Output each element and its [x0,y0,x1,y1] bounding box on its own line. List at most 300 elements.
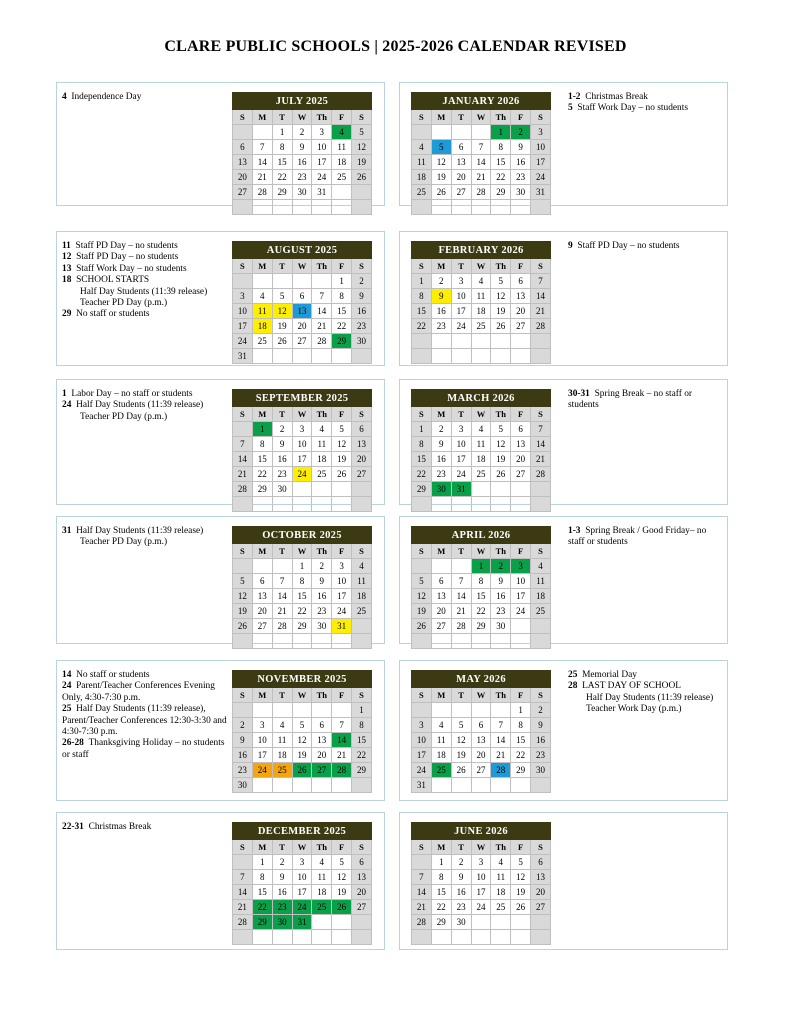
day-cell: 17 [471,885,491,900]
day-cell: 30 [272,915,292,930]
week-row [412,718,551,733]
day-cell: 29 [352,763,372,778]
day-cell [233,125,253,140]
week-row [233,289,372,304]
event-text: Half Day Students (11:39 release) [76,526,204,536]
week-row [233,334,372,349]
week-row [233,274,372,289]
day-cell: 25 [252,334,272,349]
day-cell: 15 [332,304,352,319]
week-row [412,703,551,718]
weekday-label: T [451,544,471,559]
day-cell: 4 [272,718,292,733]
week-row [233,870,372,885]
weekday-label: Th [312,110,332,125]
day-cell [332,915,352,930]
day-cell: 3 [312,125,332,140]
day-cell: 23 [531,748,551,763]
weekday-label: F [332,110,352,125]
month-name: MARCH 2026 [412,390,551,407]
day-cell: 28 [233,915,253,930]
day-cell [471,930,491,945]
day-cell: 16 [431,452,451,467]
event-notes [568,526,723,549]
day-cell: 12 [412,589,432,604]
day-cell: 15 [412,452,432,467]
day-cell: 9 [531,718,551,733]
day-cell: 6 [451,140,471,155]
day-cell: 22 [412,319,432,334]
week-row [412,885,551,900]
event-text: Thanksgiving Holiday – no students or staff [62,738,225,760]
day-cell [312,634,332,649]
day-cell: 1 [471,559,491,574]
day-cell: 1 [412,274,432,289]
day-cell [471,482,491,497]
event-note [62,681,227,704]
month-calendar [411,92,551,215]
day-cell [491,915,511,930]
day-cell: 2 [431,274,451,289]
day-cell [471,497,491,512]
weekday-label: S [531,688,551,703]
event-date: 4 [62,92,67,102]
day-cell: 17 [511,589,531,604]
day-cell [531,778,551,793]
month-calendar [411,389,551,512]
day-cell: 13 [292,304,312,319]
day-cell: 13 [352,870,372,885]
event-note [62,738,227,761]
day-cell: 20 [431,604,451,619]
day-cell: 15 [352,733,372,748]
event-date: 11 [62,241,71,251]
month-name: AUGUST 2025 [233,242,372,259]
day-cell: 10 [312,140,332,155]
day-cell: 15 [252,452,272,467]
day-cell: 7 [531,422,551,437]
day-cell: 21 [531,304,551,319]
event-note [62,287,227,298]
day-cell: 11 [471,437,491,452]
day-cell [531,619,551,634]
day-cell [451,334,471,349]
event-text: Half Day Students (11:39 release), Parent/Teacher Conferences 12:30-3:30 and 4:30-7:30 p.m. [62,704,227,738]
day-cell [471,125,491,140]
day-cell: 7 [531,274,551,289]
month-calendar [232,822,372,945]
day-cell [332,497,352,512]
month-calendar [232,526,372,649]
day-cell [412,334,432,349]
day-cell [511,634,531,649]
page-title: CLARE PUBLIC SCHOOLS | 2025-2026 CALENDAR REVISED [164,38,627,55]
week-row [412,319,551,334]
weekday-label: Th [312,259,332,274]
week-row [233,778,372,793]
day-cell: 17 [292,452,312,467]
week-row [412,733,551,748]
week-row [412,497,551,512]
day-cell [491,497,511,512]
weekday-label: Th [491,840,511,855]
day-cell [471,200,491,215]
week-row [233,170,372,185]
day-cell: 24 [511,604,531,619]
day-cell: 24 [292,467,312,482]
month-header-row [233,823,372,840]
day-cell: 13 [511,437,531,452]
week-row [412,763,551,778]
month-calendar [411,822,551,945]
month-header-row [233,527,372,544]
day-cell: 17 [531,155,551,170]
day-cell: 23 [292,170,312,185]
day-cell: 9 [272,437,292,452]
day-cell: 21 [531,452,551,467]
week-row [233,748,372,763]
day-cell: 8 [491,140,511,155]
day-cell: 29 [471,619,491,634]
month-calendar [232,389,372,512]
day-cell: 20 [352,452,372,467]
week-row [233,855,372,870]
day-cell [292,703,312,718]
day-cell: 10 [332,574,352,589]
day-cell: 4 [531,559,551,574]
day-cell: 20 [352,885,372,900]
day-cell: 24 [451,319,471,334]
week-row [412,619,551,634]
day-cell [412,930,432,945]
day-cell: 1 [332,274,352,289]
day-cell: 21 [451,604,471,619]
day-cell: 4 [332,125,352,140]
month-name: SEPTEMBER 2025 [233,390,372,407]
day-cell: 3 [451,274,471,289]
day-cell: 14 [471,155,491,170]
week-row [412,289,551,304]
weekday-label: M [252,259,272,274]
day-cell: 11 [332,140,352,155]
day-cell: 28 [233,482,253,497]
event-text: Spring Break / Good Friday– no staff or students [568,526,707,548]
weekday-label: T [451,688,471,703]
week-row [412,589,551,604]
day-cell [272,559,292,574]
day-cell: 20 [511,304,531,319]
day-cell: 18 [312,452,332,467]
week-row [233,140,372,155]
weekday-label: M [431,544,451,559]
day-cell: 31 [332,619,352,634]
day-cell [332,634,352,649]
day-cell: 24 [292,900,312,915]
weekday-label: F [332,407,352,422]
day-cell: 25 [352,604,372,619]
day-cell [451,778,471,793]
day-cell [233,703,253,718]
day-cell: 27 [233,185,253,200]
event-note [62,537,227,548]
weekday-label: F [332,840,352,855]
day-cell [531,349,551,364]
day-cell: 24 [531,170,551,185]
weekday-header-row [412,688,551,703]
day-cell: 11 [412,155,432,170]
day-cell: 16 [531,733,551,748]
day-cell: 7 [332,718,352,733]
day-cell: 24 [451,467,471,482]
weekday-header-row [412,407,551,422]
weekday-label: F [511,544,531,559]
day-cell [531,497,551,512]
day-cell: 1 [511,703,531,718]
month-header-row [412,671,551,688]
event-note [62,704,227,738]
day-cell: 2 [272,855,292,870]
month-header-row [412,242,551,259]
day-cell: 3 [451,422,471,437]
day-cell: 22 [491,170,511,185]
weekday-label: S [531,544,551,559]
week-row [412,200,551,215]
day-cell: 16 [312,589,332,604]
day-cell: 10 [471,870,491,885]
event-notes [62,92,227,103]
day-cell: 21 [412,900,432,915]
day-cell: 1 [272,125,292,140]
day-cell [471,915,491,930]
event-note [62,241,227,252]
day-cell: 18 [252,319,272,334]
day-cell: 29 [431,915,451,930]
week-row [233,155,372,170]
day-cell: 15 [511,733,531,748]
day-cell: 8 [352,718,372,733]
day-cell: 14 [312,304,332,319]
event-text: Memorial Day [582,670,637,680]
weekday-label: T [272,259,292,274]
event-note [568,103,723,114]
day-cell: 19 [431,170,451,185]
day-cell: 27 [451,185,471,200]
day-cell [491,778,511,793]
event-text: Christmas Break [88,822,152,832]
weekday-label: Th [312,840,332,855]
event-note [62,264,227,275]
event-date: 22-31 [62,822,84,832]
weekday-label: W [292,840,312,855]
day-cell [312,778,332,793]
day-cell: 20 [312,748,332,763]
day-cell: 1 [252,422,272,437]
day-cell: 22 [511,748,531,763]
month-name: APRIL 2026 [412,527,551,544]
week-row [412,422,551,437]
day-cell [431,200,451,215]
day-cell: 20 [451,170,471,185]
month-calendar [232,241,372,364]
day-cell: 19 [491,452,511,467]
day-cell: 27 [352,467,372,482]
weekday-label: S [352,110,372,125]
weekday-label: T [272,840,292,855]
weekday-label: F [332,544,352,559]
weekday-label: T [272,688,292,703]
event-notes [568,670,723,716]
day-cell: 23 [233,763,253,778]
day-cell: 3 [252,718,272,733]
event-note [62,412,227,423]
day-cell: 20 [471,748,491,763]
weekday-label: Th [491,110,511,125]
day-cell: 3 [531,125,551,140]
day-cell: 4 [252,289,272,304]
day-cell [332,930,352,945]
weekday-label: S [412,688,432,703]
day-cell: 30 [292,185,312,200]
day-cell [332,200,352,215]
day-cell: 14 [412,885,432,900]
day-cell [252,125,272,140]
day-cell: 13 [431,589,451,604]
day-cell: 9 [292,140,312,155]
day-cell: 26 [233,619,253,634]
event-text: No staff or students [76,670,150,680]
event-note [568,241,723,252]
day-cell: 9 [431,437,451,452]
event-note [62,822,227,833]
weekday-label: S [352,544,372,559]
week-row [412,334,551,349]
day-cell: 8 [252,437,272,452]
week-row [412,604,551,619]
weekday-label: Th [312,688,332,703]
weekday-label: S [233,688,253,703]
day-cell: 17 [451,304,471,319]
day-cell: 21 [233,900,253,915]
day-cell: 19 [511,885,531,900]
day-cell: 18 [272,748,292,763]
day-cell [511,497,531,512]
day-cell: 11 [491,870,511,885]
day-cell: 26 [491,319,511,334]
day-cell: 4 [312,422,332,437]
week-row [233,497,372,512]
day-cell: 8 [511,718,531,733]
month-header-row [233,390,372,407]
weekday-label: S [531,407,551,422]
weekday-label: F [511,688,531,703]
day-cell [491,200,511,215]
day-cell: 6 [292,289,312,304]
day-cell: 8 [332,289,352,304]
day-cell [352,778,372,793]
day-cell [511,482,531,497]
day-cell: 15 [412,304,432,319]
day-cell: 9 [233,733,253,748]
day-cell [352,497,372,512]
event-note [62,309,227,320]
event-note [62,275,227,286]
day-cell: 6 [531,855,551,870]
weekday-label: M [431,259,451,274]
event-date: 9 [568,241,573,251]
day-cell: 3 [412,718,432,733]
day-cell [511,349,531,364]
month-calendar [232,92,372,215]
day-cell: 29 [252,482,272,497]
week-row [412,482,551,497]
event-date: 1-3 [568,526,581,536]
day-cell: 13 [352,437,372,452]
day-cell: 6 [352,855,372,870]
day-cell [491,703,511,718]
event-text: LAST DAY OF SCHOOL [582,681,681,692]
day-cell: 27 [252,619,272,634]
weekday-label: M [431,840,451,855]
weekday-header-row [233,110,372,125]
day-cell [431,497,451,512]
day-cell: 30 [511,185,531,200]
day-cell: 2 [511,125,531,140]
event-notes [568,389,723,412]
day-cell: 4 [491,855,511,870]
day-cell: 23 [451,900,471,915]
day-cell: 24 [412,763,432,778]
day-cell: 23 [431,319,451,334]
week-row [412,170,551,185]
weekday-label: W [292,544,312,559]
day-cell: 20 [252,604,272,619]
day-cell: 23 [312,604,332,619]
day-cell: 18 [531,589,551,604]
day-cell: 28 [252,185,272,200]
day-cell: 24 [312,170,332,185]
day-cell [312,482,332,497]
day-cell: 13 [471,733,491,748]
day-cell: 20 [233,170,253,185]
month-header-row [233,671,372,688]
day-cell: 27 [431,619,451,634]
event-note [62,252,227,263]
day-cell: 1 [252,855,272,870]
day-cell: 26 [292,763,312,778]
day-cell: 24 [471,900,491,915]
weekday-label: M [252,544,272,559]
day-cell: 29 [491,185,511,200]
day-cell: 19 [233,604,253,619]
day-cell: 5 [292,718,312,733]
event-notes [62,241,227,321]
day-cell: 15 [431,885,451,900]
day-cell: 14 [491,733,511,748]
day-cell [252,634,272,649]
day-cell: 10 [511,574,531,589]
weekday-label: S [233,259,253,274]
weekday-label: S [531,840,551,855]
day-cell [412,200,432,215]
day-cell: 5 [491,422,511,437]
week-row [412,140,551,155]
day-cell [233,497,253,512]
day-cell: 11 [431,733,451,748]
day-cell [412,497,432,512]
day-cell: 19 [292,748,312,763]
day-cell: 25 [471,319,491,334]
day-cell: 15 [471,589,491,604]
